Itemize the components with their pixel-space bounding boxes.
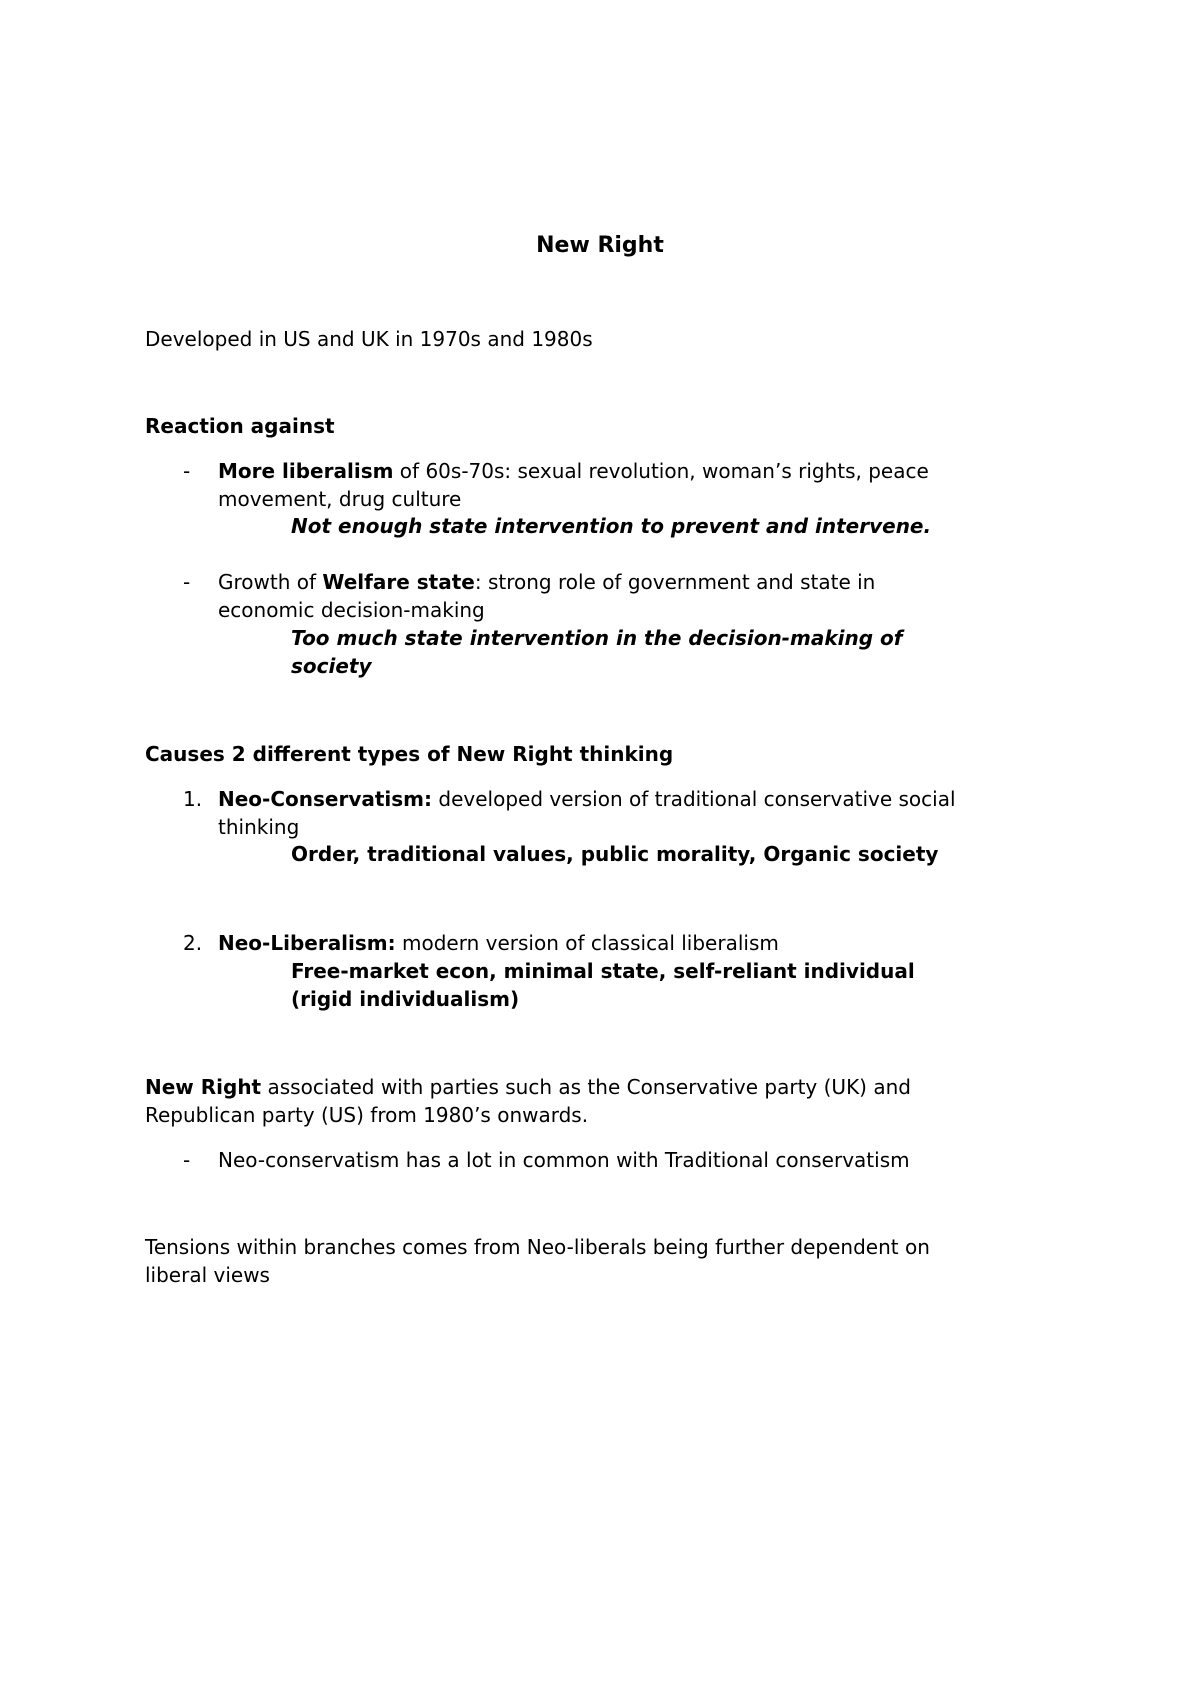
list-item-text: Growth of Welfare state: strong role of government and state in: [218, 570, 876, 594]
list-marker: 2.: [183, 931, 203, 955]
list-marker: -: [183, 459, 191, 483]
list-item-text: More liberalism of 60s-70s: sexual revolution, woman’s rights, peace: [218, 459, 929, 483]
bold-term: New Right: [145, 1075, 262, 1099]
list-item-text: Neo-Conservatism: developed version of traditional conservative social: [218, 787, 956, 811]
item-note: Free-market econ, minimal state, self-reliant individual: [291, 959, 915, 983]
association-text-continuation: Republican party (US) from 1980’s onwards.: [145, 1103, 589, 1127]
list-item-text: Neo-Liberalism: modern version of classical liberalism: [218, 931, 779, 955]
intro-text: Developed in US and UK in 1970s and 1980s: [145, 327, 593, 351]
item-note: Not enough state intervention to prevent and intervene.: [291, 514, 932, 538]
list-marker: -: [183, 570, 191, 594]
bold-term: Welfare state: [322, 570, 475, 594]
list-item-text: Neo-conservatism has a lot in common with Traditional conservatism: [218, 1148, 910, 1172]
item-note-continuation: (rigid individualism): [291, 987, 520, 1011]
item-note: Order, traditional values, public morality, Organic society: [291, 842, 939, 866]
document-page: New Right Developed in US and UK in 1970s and 1980s Reaction against - More liberalism of 60s-70s: sexual revolution, woman’s rights, peace movement, drug culture Not enough state intervention to prevent and intervene. - Growth of Welfare state: strong role of government and state in economic decision-making Too much state intervention in the decision-making of society Causes 2 different types of New Right thinking 1. Neo-Conservatism: developed version of traditional conservative social thinking Order, traditional values, public morality, Organic society 2. Neo-Liberalism: modern version of classical liberalism Free-market econ, minimal state, self-reliant individual (rigid individualism) New Right associated with parties such as the Conservative party (UK) and Republican party (US) from 1980’s onwards. - Neo-conservatism has a lot in common with Traditional conservatism Tensions within branches comes from Neo-liberals being further dependent on liberal views: [0, 0, 1200, 1696]
tensions-text: Tensions within branches comes from Neo-liberals being further dependent on: [145, 1235, 930, 1259]
tensions-text-continuation: liberal views: [145, 1263, 270, 1287]
reaction-heading: Reaction against: [145, 414, 335, 438]
causes-heading: Causes 2 different types of New Right thinking: [145, 742, 674, 766]
bold-term: Neo-Conservatism:: [218, 787, 433, 811]
bold-term: Neo-Liberalism:: [218, 931, 396, 955]
item-note: Too much state intervention in the decision-making of: [291, 626, 903, 650]
document-title: New Right: [536, 233, 664, 258]
bold-term: More liberalism: [218, 459, 394, 483]
item-note-continuation: society: [291, 654, 372, 678]
list-marker: 1.: [183, 787, 203, 811]
association-text: New Right associated with parties such as the Conservative party (UK) and: [145, 1075, 911, 1099]
list-marker: -: [183, 1148, 191, 1172]
